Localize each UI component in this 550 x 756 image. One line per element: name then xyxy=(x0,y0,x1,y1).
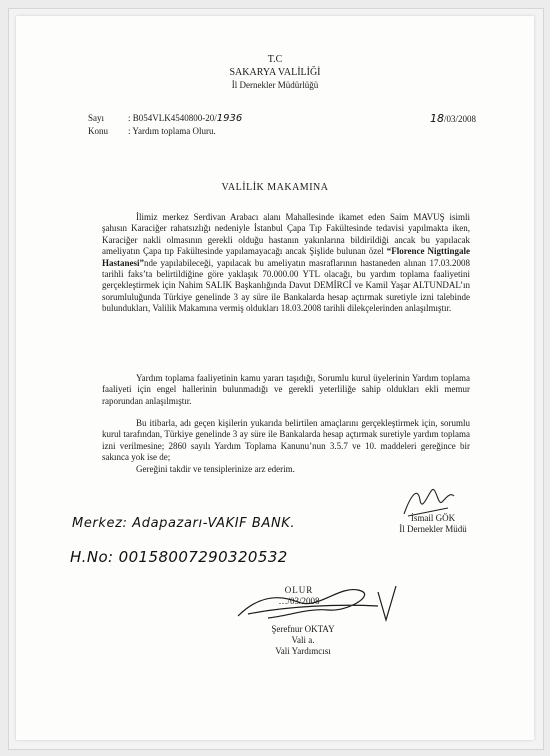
handwritten-account-number: H.No: 00158007290320532 xyxy=(70,548,288,566)
hospital-name: “Florence Nigttingale Hastanesi” xyxy=(102,246,470,268)
signature-deputy-governor xyxy=(228,576,408,626)
signer-1-name: İsmail GÖK xyxy=(410,513,456,523)
approval-role-2: Vali Yardımcısı xyxy=(275,646,331,656)
reference-label: Sayı xyxy=(88,113,105,123)
reference-value: : B054VLK4540800-20/ xyxy=(128,113,217,123)
document-page xyxy=(16,16,534,740)
paragraph-1-part-a: İlimiz merkez Serdivan Arabacı alanı Mahallesinde ikamet eden Saim MAVUŞ isimli şahısın Karaciğer rahatsızlığı nedeniyle İstanbul Çapa Tıp Fakültesinde tedavisi yapılmakta iken, Karaciğer nakli olmasının gerekli olduğu hastanın yakınlarına bildirildiği ancak bu yapılacak ameliyatın Çapa tıp Fakültesinde yapılamayacağı ancak Şişlide bulunan özel xyxy=(102,212,470,257)
handwritten-bank-branch: Merkez: Adapazarı-VAKIF BANK. xyxy=(72,516,296,531)
header-tc: T.C xyxy=(267,54,283,65)
approval-olur: OLUR xyxy=(284,585,314,595)
paragraph-2: Yardım toplama faaliyetinin kamu yararı taşıdığı, Sorumlu kurul üyelerinin Yardım toplama faaliyeti için engel hallerinin bulunmadığı ve gerekli yeterliliğe sahip oldukları ekli memur raporundan anlaşılmıştır. xyxy=(102,373,470,406)
subject-label: Konu xyxy=(88,126,108,136)
paragraph-4: Gereğini takdir ve tensiplerinize arz ederim. xyxy=(136,464,295,474)
document-title: VALİLİK MAKAMINA xyxy=(221,182,329,193)
subject-line xyxy=(88,126,216,136)
approval-role-1: Vali a. xyxy=(291,635,315,645)
signer-1-title: İl Dernekler Müdü xyxy=(399,524,467,534)
paragraph-3: Bu itibarla, adı geçen kişilerin yukarıda belirtilen amaçlarını gerçekleştirmek için, sorumlu kurul tarafından, Türkiye genelinde 3 ay süre ile Bankalarda hesap açtırmak suretiyle yardım toplama izni verilmesine; 2860 sayılı Yardım Toplama Kanunu’nun 3.5.7 ve 10. maddeleri gereğince bir sakınca yok ise de; xyxy=(102,418,470,463)
header-directorate: İl Dernekler Müdürlüğü xyxy=(231,80,319,90)
reference-handwritten-number: 1936 xyxy=(216,113,243,124)
paragraph-1 xyxy=(102,212,470,315)
date-rest: /03/2008 xyxy=(444,114,477,124)
approval-name: Şerefnur OKTAY xyxy=(271,624,335,634)
subject-value: : Yardım toplama Oluru. xyxy=(128,126,216,136)
document-date xyxy=(430,112,476,125)
paragraph-1-part-b: nde yapılabileceği, yapılacak bu ameliyatın masraflarının hastaneden alınan 17.03.2008 tarihli faks’ta belirtildiğine göre yaklaşık 70.000.00 YTL olacağı, bu yardım toplama faaliyetini gerçekleştirmek için Nahim SALIK Başkanlığında Davut DEMİRCİ ve Kamil Yaşar ALTUNDAL’ın sorumluluğunda Türkiye genelinde 3 ay süre ile Bankalarda hesap açtırmak suretiyle izni talebinde bulundukları, Valilik Makamına vermiş oldukları 18.03.2008 tarihli dilekçelerinden anlaşılmıştır. xyxy=(102,257,470,314)
date-handwritten-day: 18 xyxy=(430,112,444,125)
reference-number xyxy=(88,113,242,124)
approval-date: …/03/2008 xyxy=(278,596,320,606)
header-governorship: SAKARYA VALİLİĞİ xyxy=(229,67,321,78)
